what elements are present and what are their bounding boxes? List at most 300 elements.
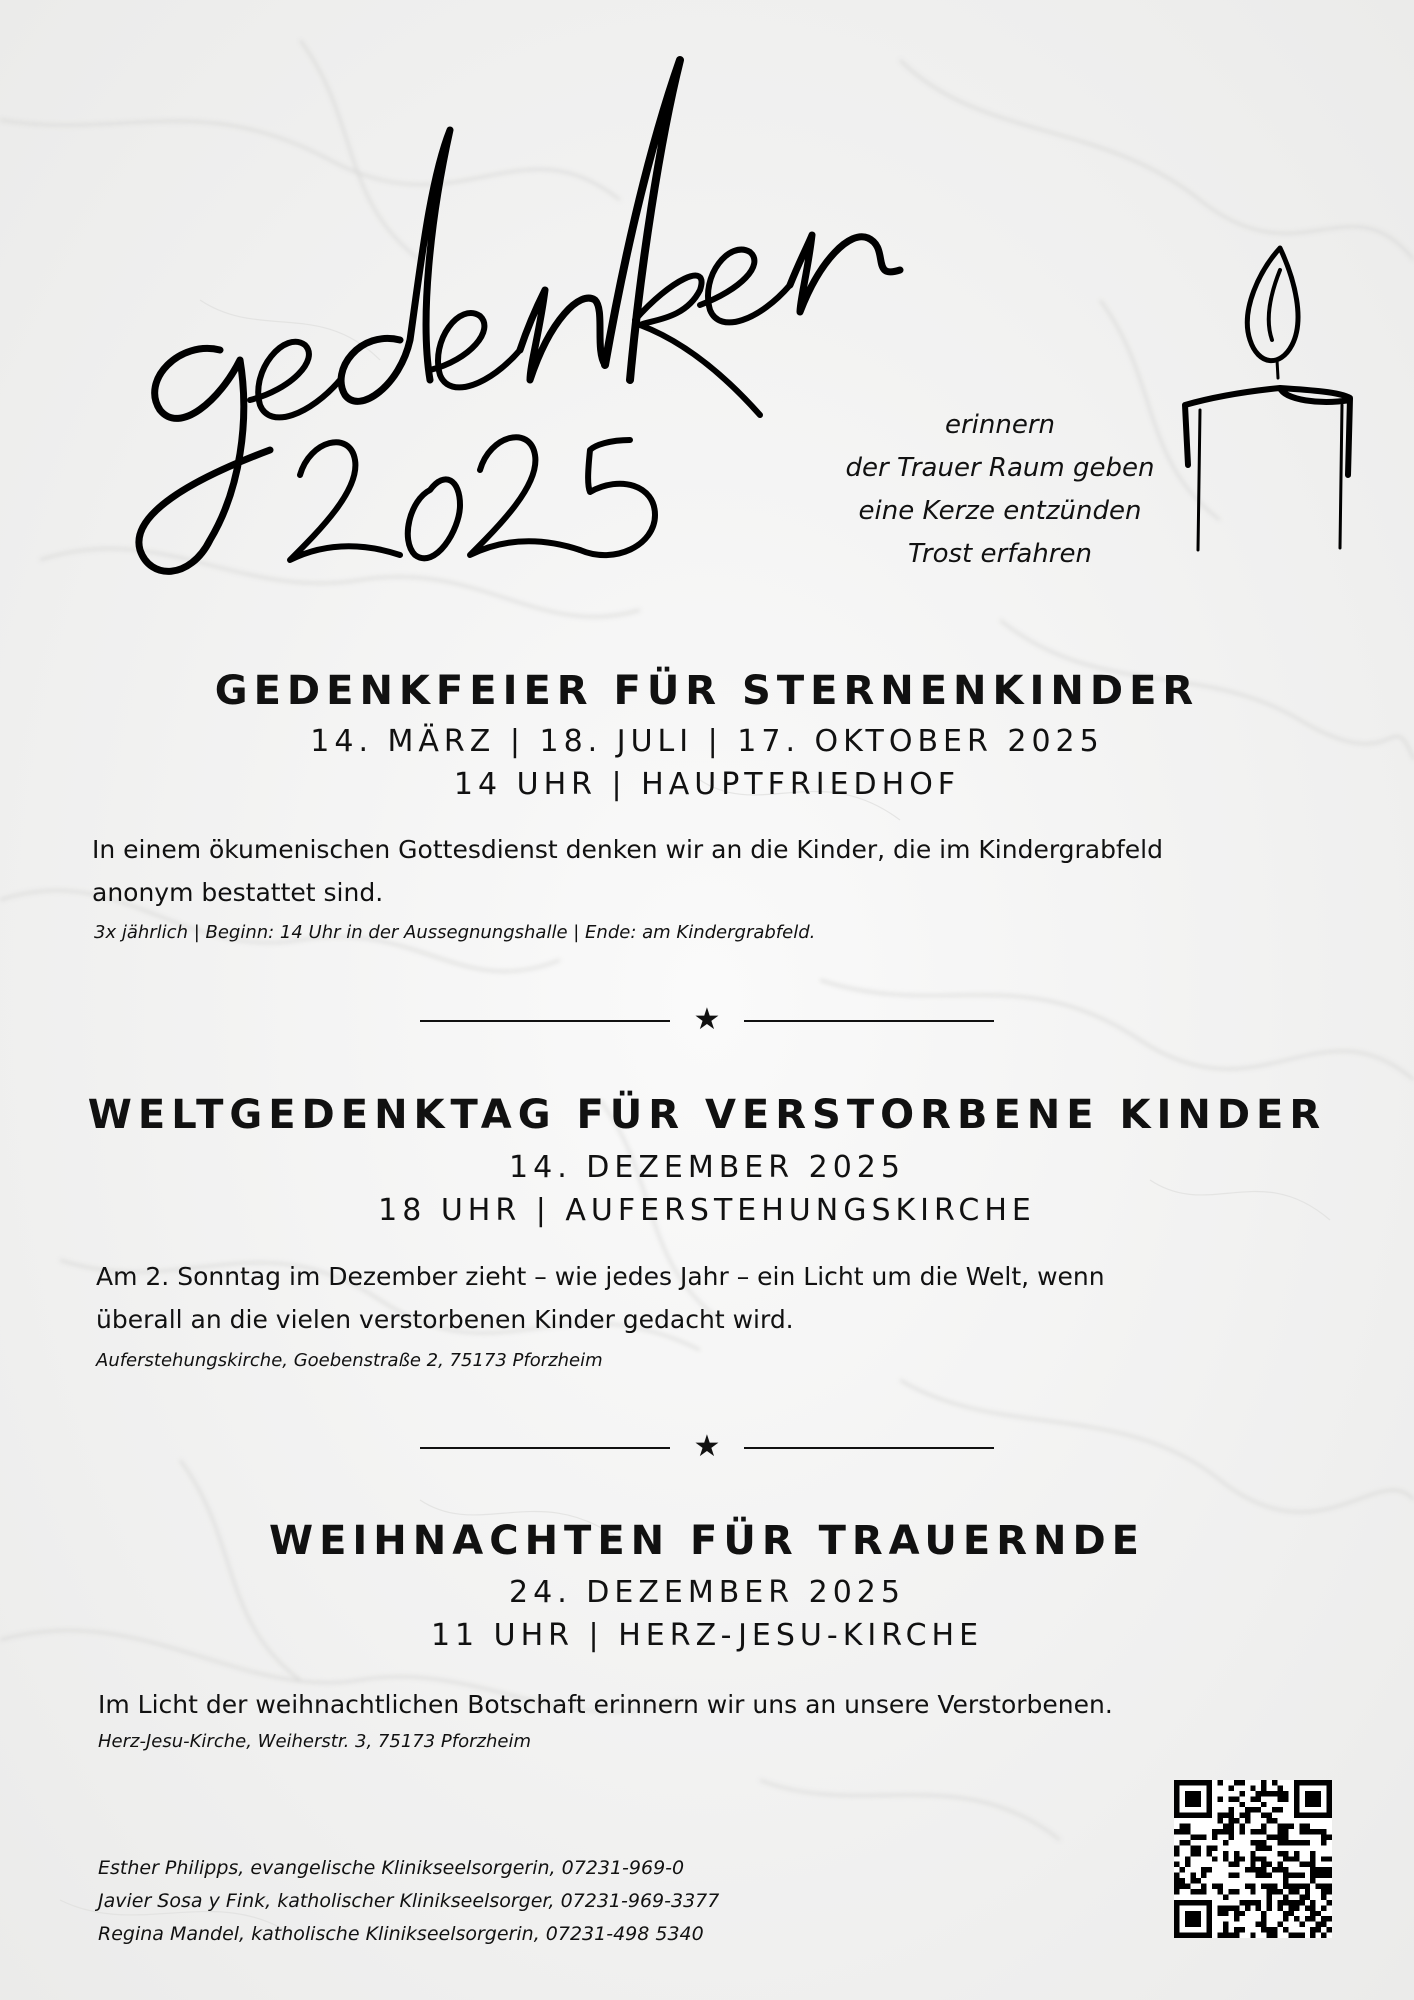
event-note: Auferstehungskirche, Goebenstraße 2, 75173 Pforzheim [96, 1350, 603, 1371]
qr-module [1261, 1824, 1266, 1829]
qr-module [1283, 1796, 1288, 1801]
qr-module [1256, 1840, 1261, 1845]
qr-module [1207, 1927, 1212, 1932]
qr-module [1267, 1862, 1272, 1867]
qr-module [1239, 1911, 1244, 1916]
qr-module [1316, 1873, 1321, 1878]
qr-module [1327, 1791, 1332, 1796]
qr-module [1267, 1900, 1272, 1905]
qr-module [1310, 1780, 1315, 1785]
qr-module [1283, 1851, 1288, 1856]
qr-module [1223, 1824, 1228, 1829]
qr-module [1256, 1922, 1261, 1927]
qr-module [1179, 1813, 1184, 1818]
qr-module [1316, 1813, 1321, 1818]
qr-module [1174, 1785, 1179, 1790]
qr-module [1179, 1829, 1184, 1834]
qr-module [1228, 1905, 1233, 1910]
star-divider [420, 1000, 994, 1040]
qr-module [1288, 1911, 1293, 1916]
qr-module [1321, 1905, 1326, 1910]
qr-module [1239, 1791, 1244, 1796]
qr-module [1218, 1905, 1223, 1910]
qr-module [1228, 1829, 1233, 1834]
qr-module [1327, 1856, 1332, 1861]
qr-module [1185, 1802, 1190, 1807]
qr-module [1223, 1840, 1228, 1845]
qr-module [1283, 1791, 1288, 1796]
qr-module [1218, 1911, 1223, 1916]
qr-module [1201, 1867, 1206, 1872]
qr-module [1283, 1894, 1288, 1899]
qr-module [1185, 1884, 1190, 1889]
qr-module [1234, 1862, 1239, 1867]
qr-module [1245, 1884, 1250, 1889]
candle-icon [1180, 240, 1360, 570]
qr-module [1327, 1884, 1332, 1889]
qr-module [1294, 1884, 1299, 1889]
qr-module [1250, 1884, 1255, 1889]
tagline-line: Trost erfahren [908, 539, 1092, 569]
qr-module [1327, 1802, 1332, 1807]
qr-module [1294, 1796, 1299, 1801]
qr-module [1267, 1905, 1272, 1910]
qr-module [1294, 1840, 1299, 1845]
qr-module [1218, 1884, 1223, 1889]
qr-module [1261, 1911, 1266, 1916]
qr-module [1327, 1873, 1332, 1878]
contact-line: Regina Mandel, katholische Klinikseelsorgerin, 07231-498 5340 [98, 1923, 704, 1945]
qr-module [1305, 1802, 1310, 1807]
qr-module [1261, 1802, 1266, 1807]
qr-module [1190, 1813, 1195, 1818]
qr-module [1234, 1905, 1239, 1910]
qr-module [1283, 1878, 1288, 1883]
divider-line [744, 1020, 994, 1022]
qr-module [1228, 1824, 1233, 1829]
qr-module [1305, 1905, 1310, 1910]
qr-module [1190, 1900, 1195, 1905]
qr-module [1207, 1933, 1212, 1938]
qr-module [1256, 1867, 1261, 1872]
qr-module [1234, 1818, 1239, 1823]
qr-module [1196, 1922, 1201, 1927]
qr-module [1174, 1905, 1179, 1910]
event-note: 3x jährlich | Beginn: 14 Uhr in der Aussegnungshalle | Ende: am Kindergrabfeld. [94, 922, 816, 943]
star-icon: ★ [693, 1429, 721, 1464]
qr-module [1288, 1905, 1293, 1910]
qr-module [1212, 1834, 1217, 1839]
header-tagline [820, 404, 1180, 576]
qr-module [1321, 1780, 1326, 1785]
qr-module [1196, 1851, 1201, 1856]
qr-module [1223, 1856, 1228, 1861]
qr-module [1305, 1894, 1310, 1899]
star-icon: ★ [693, 1002, 721, 1037]
qr-module [1239, 1856, 1244, 1861]
qr-module [1201, 1834, 1206, 1839]
qr-module [1310, 1791, 1315, 1796]
qr-module [1185, 1824, 1190, 1829]
contact-list [98, 1852, 998, 1951]
qr-module [1212, 1829, 1217, 1834]
qr-module [1256, 1791, 1261, 1796]
qr-module [1228, 1796, 1233, 1801]
qr-module [1207, 1785, 1212, 1790]
qr-module [1201, 1873, 1206, 1878]
qr-module [1321, 1933, 1326, 1938]
qr-module [1294, 1813, 1299, 1818]
qr-module [1310, 1813, 1315, 1818]
qr-module [1261, 1922, 1266, 1927]
qr-module [1218, 1829, 1223, 1834]
qr-module [1283, 1856, 1288, 1861]
qr-module [1321, 1873, 1326, 1878]
qr-module [1283, 1884, 1288, 1889]
qr-module [1174, 1813, 1179, 1818]
description-line: überall an die vielen verstorbenen Kinder gedacht wird. [96, 1305, 794, 1334]
qr-module [1234, 1780, 1239, 1785]
qr-module [1250, 1840, 1255, 1845]
qr-module [1288, 1884, 1293, 1889]
qr-module [1234, 1851, 1239, 1856]
qr-module [1196, 1791, 1201, 1796]
event-time-place: 11 UHR | HERZ-JESU-KIRCHE [430, 1618, 984, 1653]
qr-module [1223, 1851, 1228, 1856]
qr-module [1299, 1894, 1304, 1899]
qr-module [1190, 1791, 1195, 1796]
qr-module [1196, 1878, 1201, 1883]
qr-module [1207, 1845, 1212, 1850]
qr-module [1261, 1791, 1266, 1796]
qr-module [1196, 1933, 1201, 1938]
qr-module [1190, 1802, 1195, 1807]
qr-module [1278, 1922, 1283, 1927]
qr-module [1185, 1922, 1190, 1927]
event-dates: 14. MÄRZ | 18. JULI | 17. OKTOBER 2025 [310, 724, 1104, 759]
qr-module [1245, 1813, 1250, 1818]
event-description [96, 1255, 1316, 1341]
qr-module [1207, 1796, 1212, 1801]
qr-module [1278, 1867, 1283, 1872]
qr-module [1239, 1927, 1244, 1932]
divider-line [420, 1447, 670, 1449]
qr-module [1228, 1834, 1233, 1839]
qr-module [1321, 1840, 1326, 1845]
qr-module [1288, 1873, 1293, 1878]
qr-module [1190, 1834, 1195, 1839]
qr-module [1305, 1796, 1310, 1801]
qr-module [1174, 1873, 1179, 1878]
qr-module [1250, 1829, 1255, 1834]
qr-module [1316, 1791, 1321, 1796]
qr-module [1201, 1889, 1206, 1894]
qr-module [1310, 1796, 1315, 1801]
qr-module [1190, 1873, 1195, 1878]
qr-module [1299, 1780, 1304, 1785]
qr-module [1310, 1927, 1315, 1932]
qr-module [1294, 1889, 1299, 1894]
qr-module [1223, 1922, 1228, 1927]
qr-module [1196, 1900, 1201, 1905]
qr-module [1174, 1802, 1179, 1807]
qr-module [1278, 1829, 1283, 1834]
qr-module [1278, 1785, 1283, 1790]
qr-module [1256, 1807, 1261, 1812]
event-title-weltgedenktag: WELTGEDENKTAG FÜR VERSTORBENE KINDER [87, 1092, 1327, 1138]
qr-module [1310, 1856, 1315, 1861]
qr-module [1267, 1818, 1272, 1823]
qr-module [1196, 1911, 1201, 1916]
qr-module [1190, 1916, 1195, 1921]
qr-module [1250, 1785, 1255, 1790]
qr-module [1283, 1867, 1288, 1872]
qr-module [1316, 1796, 1321, 1801]
qr-module [1174, 1900, 1179, 1905]
qr-module [1228, 1785, 1233, 1790]
qr-module [1190, 1933, 1195, 1938]
qr-module [1239, 1824, 1244, 1829]
qr-module [1278, 1900, 1283, 1905]
qr-module [1174, 1807, 1179, 1812]
qr-module [1179, 1900, 1184, 1905]
qr-module [1228, 1933, 1233, 1938]
qr-module [1196, 1780, 1201, 1785]
qr-module [1310, 1873, 1315, 1878]
event-description [92, 828, 1312, 914]
qr-module [1310, 1851, 1315, 1856]
qr-module [1223, 1933, 1228, 1938]
qr-module [1174, 1780, 1179, 1785]
qr-module [1299, 1873, 1304, 1878]
qr-module [1299, 1933, 1304, 1938]
qr-module [1245, 1905, 1250, 1910]
qr-module [1310, 1905, 1315, 1910]
qr-module [1174, 1933, 1179, 1938]
qr-module [1250, 1851, 1255, 1856]
qr-module [1283, 1916, 1288, 1921]
qr-module [1310, 1878, 1315, 1883]
qr-module [1305, 1862, 1310, 1867]
qr-module [1228, 1813, 1233, 1818]
qr-module [1228, 1862, 1233, 1867]
qr-module [1207, 1905, 1212, 1910]
qr-module [1261, 1916, 1266, 1921]
qr-module [1310, 1911, 1315, 1916]
qr-module [1299, 1900, 1304, 1905]
qr-module [1321, 1922, 1326, 1927]
qr-module [1272, 1884, 1277, 1889]
qr-module [1218, 1889, 1223, 1894]
event-note: Herz-Jesu-Kirche, Weiherstr. 3, 75173 Pforzheim [98, 1731, 531, 1752]
qr-module [1261, 1785, 1266, 1790]
qr-module [1196, 1889, 1201, 1894]
qr-module [1294, 1807, 1299, 1812]
qr-module [1288, 1933, 1293, 1938]
qr-module [1234, 1856, 1239, 1861]
qr-module [1299, 1840, 1304, 1845]
qr-module [1272, 1780, 1277, 1785]
qr-module [1305, 1829, 1310, 1834]
qr-module [1283, 1840, 1288, 1845]
qr-module [1256, 1856, 1261, 1861]
qr-module [1207, 1807, 1212, 1812]
qr-module [1299, 1862, 1304, 1867]
tagline-line: der Trauer Raum geben [845, 453, 1155, 483]
qr-module [1234, 1889, 1239, 1894]
qr-module [1223, 1911, 1228, 1916]
qr-module [1239, 1802, 1244, 1807]
qr-module [1278, 1889, 1283, 1894]
qr-module [1207, 1867, 1212, 1872]
qr-module [1185, 1862, 1190, 1867]
qr-module [1261, 1780, 1266, 1785]
qr-module [1267, 1845, 1272, 1850]
qr-module [1283, 1829, 1288, 1834]
qr-module [1327, 1813, 1332, 1818]
qr-module [1179, 1867, 1184, 1872]
qr-module [1223, 1829, 1228, 1834]
qr-module [1305, 1791, 1310, 1796]
qr-module [1190, 1911, 1195, 1916]
qr-module [1207, 1791, 1212, 1796]
qr-module [1250, 1796, 1255, 1801]
qr-module [1228, 1818, 1233, 1823]
qr-module [1212, 1856, 1217, 1861]
qr-module [1250, 1862, 1255, 1867]
description-line: Am 2. Sonntag im Dezember zieht – wie jedes Jahr – ein Licht um die Welt, wenn [96, 1262, 1105, 1291]
qr-module [1316, 1927, 1321, 1932]
qr-module [1179, 1878, 1184, 1883]
qr-module [1185, 1791, 1190, 1796]
qr-module [1305, 1884, 1310, 1889]
qr-module [1278, 1796, 1283, 1801]
qr-module [1261, 1829, 1266, 1834]
qr-module [1272, 1818, 1277, 1823]
qr-module [1256, 1796, 1261, 1801]
event-title-sternenkinder: GEDENKFEIER FÜR STERNENKINDER [214, 668, 1200, 714]
qr-module [1174, 1911, 1179, 1916]
qr-module [1190, 1922, 1195, 1927]
qr-module [1245, 1900, 1250, 1905]
qr-module [1294, 1851, 1299, 1856]
qr-module [1310, 1862, 1315, 1867]
qr-module [1272, 1933, 1277, 1938]
qr-module [1283, 1873, 1288, 1878]
qr-module [1174, 1845, 1179, 1850]
contact-line: Esther Philipps, evangelische Klinikseelsorgerin, 07231-969-0 [98, 1857, 685, 1879]
qr-module [1207, 1813, 1212, 1818]
star-divider [420, 1427, 994, 1467]
qr-module [1245, 1867, 1250, 1872]
qr-module [1256, 1829, 1261, 1834]
qr-module [1294, 1785, 1299, 1790]
qr-module [1223, 1894, 1228, 1899]
qr-module [1196, 1845, 1201, 1850]
qr-module [1185, 1900, 1190, 1905]
contact-line: Javier Sosa y Fink, katholischer Klinikseelsorger, 07231-969-3377 [98, 1890, 720, 1912]
qr-module [1185, 1911, 1190, 1916]
qr-module [1272, 1867, 1277, 1872]
qr-module [1239, 1900, 1244, 1905]
qr-module [1267, 1884, 1272, 1889]
qr-module [1223, 1813, 1228, 1818]
qr-module [1174, 1829, 1179, 1834]
divider-line [744, 1447, 994, 1449]
qr-module [1179, 1780, 1184, 1785]
qr-module [1174, 1927, 1179, 1932]
qr-module [1272, 1889, 1277, 1894]
qr-module [1310, 1802, 1315, 1807]
qr-module [1212, 1845, 1217, 1850]
qr-module [1288, 1824, 1293, 1829]
qr-module [1261, 1884, 1266, 1889]
qr-module [1185, 1813, 1190, 1818]
qr-module [1283, 1834, 1288, 1839]
qr-module [1256, 1900, 1261, 1905]
qr-module [1272, 1927, 1277, 1932]
qr-module [1196, 1813, 1201, 1818]
qr-module [1327, 1780, 1332, 1785]
qr-module [1267, 1813, 1272, 1818]
qr-module [1294, 1933, 1299, 1938]
qr-module [1201, 1933, 1206, 1938]
qr-module [1174, 1878, 1179, 1883]
qr-module [1316, 1780, 1321, 1785]
qr-module [1190, 1878, 1195, 1883]
qr-module [1299, 1824, 1304, 1829]
qr-module [1218, 1780, 1223, 1785]
qr-module [1196, 1802, 1201, 1807]
qr-module [1201, 1813, 1206, 1818]
qr-module [1305, 1813, 1310, 1818]
qr-module [1294, 1802, 1299, 1807]
qr-module [1267, 1834, 1272, 1839]
qr-module [1250, 1889, 1255, 1894]
qr-module [1234, 1796, 1239, 1801]
qr-module [1316, 1829, 1321, 1834]
qr-module [1327, 1834, 1332, 1839]
qr-module [1228, 1873, 1233, 1878]
qr-module [1250, 1856, 1255, 1861]
tagline-line: eine Kerze entzünden [858, 496, 1142, 526]
qr-module [1283, 1927, 1288, 1932]
qr-module [1321, 1813, 1326, 1818]
qr-module [1294, 1905, 1299, 1910]
qr-module [1294, 1900, 1299, 1905]
qr-module [1272, 1791, 1277, 1796]
qr-module [1310, 1829, 1315, 1834]
qr-module [1305, 1824, 1310, 1829]
qr-module [1272, 1834, 1277, 1839]
qr-module [1283, 1824, 1288, 1829]
qr-code-icon[interactable] [1174, 1780, 1332, 1938]
qr-module [1278, 1791, 1283, 1796]
qr-module [1327, 1785, 1332, 1790]
qr-module [1207, 1922, 1212, 1927]
qr-module [1316, 1802, 1321, 1807]
qr-module [1185, 1840, 1190, 1845]
qr-module [1250, 1900, 1255, 1905]
event-time-place: 18 UHR | AUFERSTEHUNGSKIRCHE [378, 1193, 1036, 1228]
tagline-line: erinnern [944, 410, 1056, 440]
qr-module [1256, 1905, 1261, 1910]
qr-module [1294, 1791, 1299, 1796]
qr-module [1267, 1933, 1272, 1938]
qr-module [1201, 1884, 1206, 1889]
qr-module [1267, 1791, 1272, 1796]
qr-module [1283, 1911, 1288, 1916]
